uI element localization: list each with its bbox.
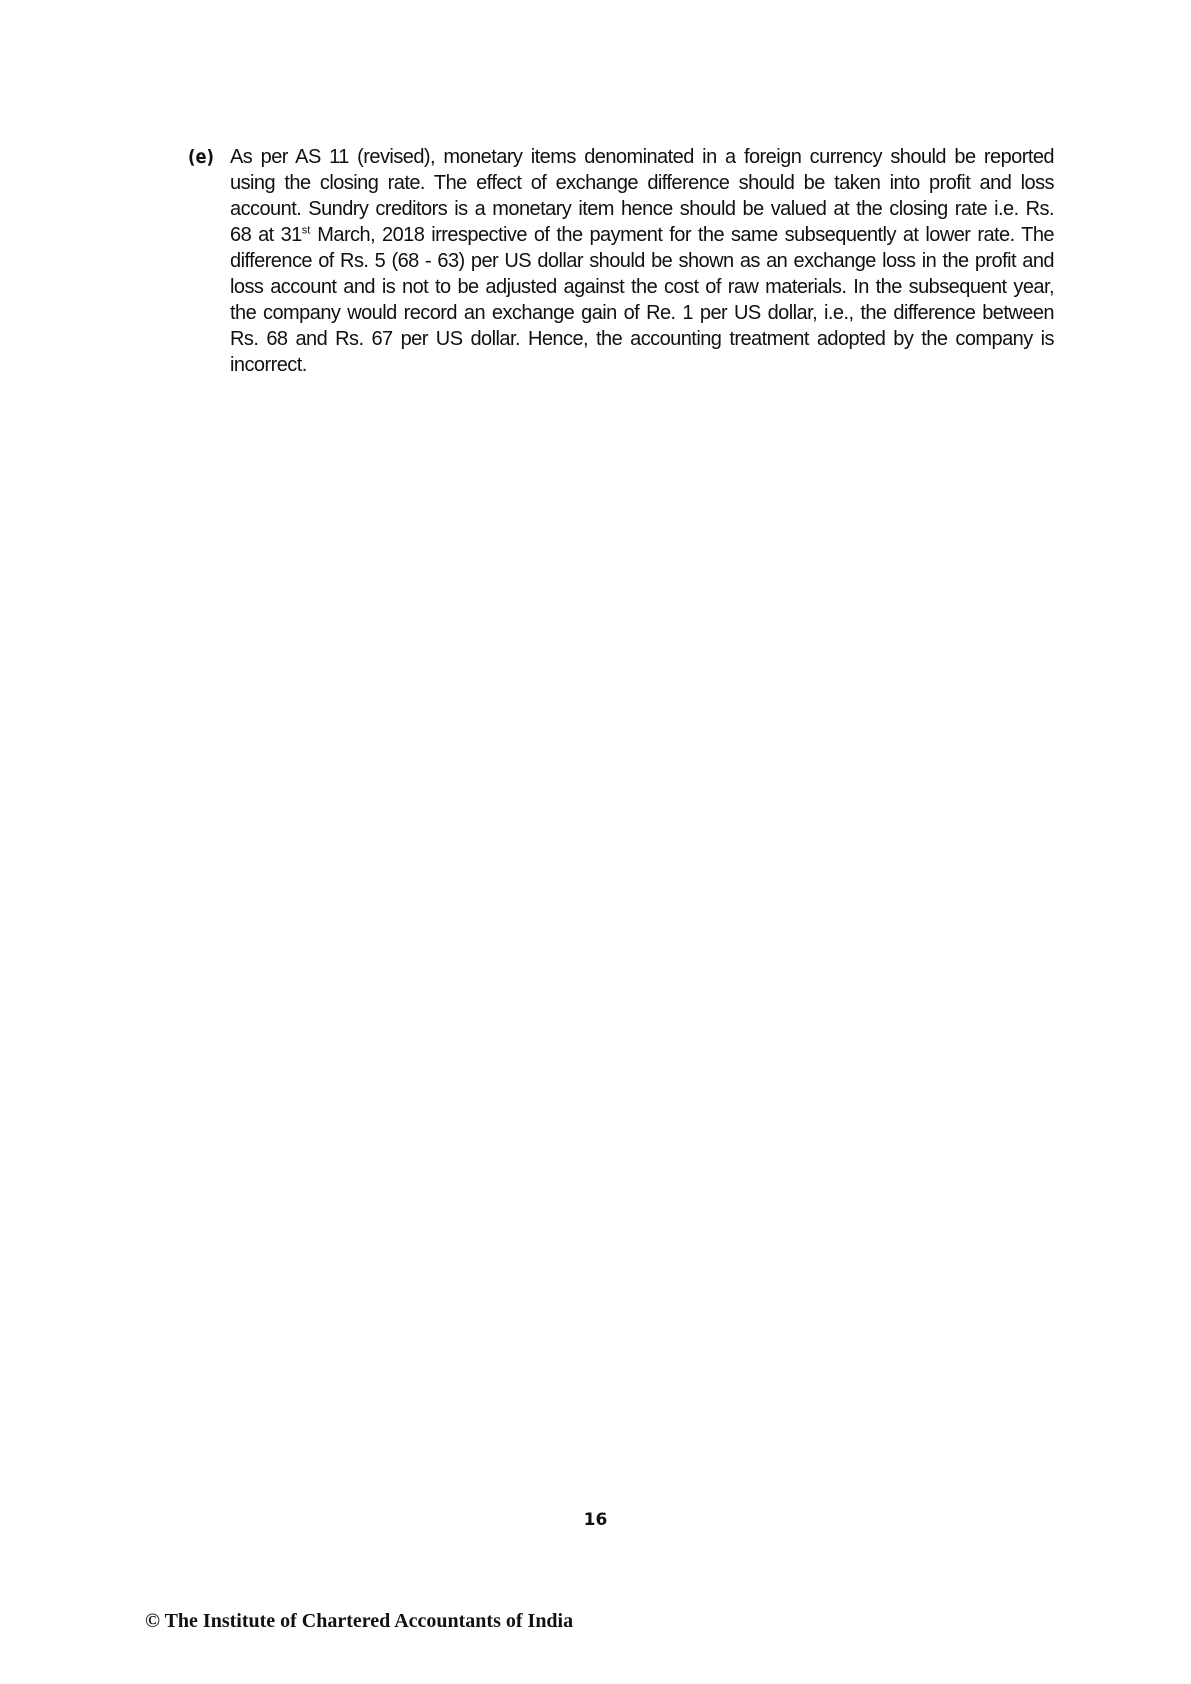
answer-text-part-1: As per AS 11 (revised), monetary items denominated in a foreign currency should be reported using the closing rate. The effect of exchange difference should be taken into profit and loss account. Sundry creditors is a monetary item hence should be valued at the closing rate i.e. Rs. 68 at 31 bbox=[230, 146, 1054, 246]
answer-text-part-2: March, 2018 irrespective of the payment for the same subsequently at lower rate. The difference of Rs. 5 (68 - 63) per US dollar should be shown as an exchange loss in the profit and loss account and is not to be adjusted against the cost of raw materials. In the subsequent year, the company would record an exchange gain of Re. 1 per US dollar, i.e., the difference between Rs. 68 and Rs. 67 per US dollar. Hence, the accounting treatment adopted by the company is incorrect. bbox=[230, 224, 1054, 376]
item-label: (e) bbox=[188, 146, 215, 168]
answer-item-e bbox=[188, 144, 1054, 378]
answer-paragraph bbox=[230, 144, 1054, 378]
footer-copyright: © The Institute of Chartered Accountants of India bbox=[145, 1610, 574, 1632]
page-number: 16 bbox=[583, 1510, 608, 1530]
ordinal-superscript: st bbox=[301, 224, 311, 237]
